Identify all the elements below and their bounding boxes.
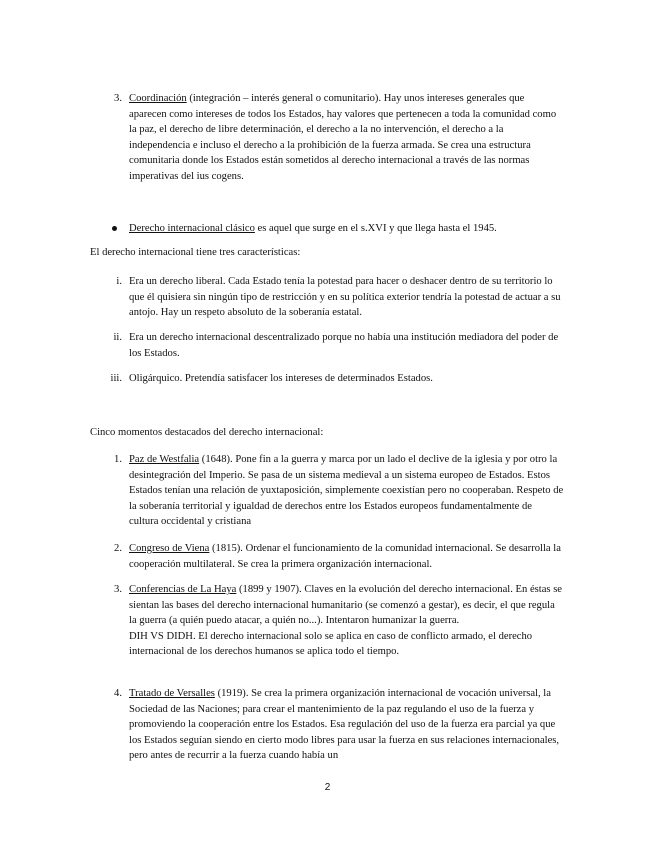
characteristic-item: Era un derecho internacional descentralizado porque no había una institución mediadora del poder de los Estados. [129,332,559,359]
list-marker: iii. [110,373,122,384]
list-item-text: (integración – interés general o comunitario). Hay unos intereses generales que aparecen como intereses de todos los Estados, hay valores que pertenecen a toda la comunidad como la paz, el derecho de libre determinación, el derecho a la no intervención, el derecho a la independencia e incluso el derecho a la prohibición de la fuerza armada. Se crea una estructura comunitaria donde los Estados están sometidos al derecho internacional a través de las normas imperativas del ius cogens. [129,93,557,182]
bullet-item-derecho-clasico [129,221,564,237]
list-marker: 3. [114,584,122,595]
moment-text: (1815). Ordenar el funcionamiento de la comunidad internacional. Se desarrolla la cooperación multilateral. Se crea la primera organización internacional. [129,543,561,570]
list-item-coordinacion [129,91,564,185]
moment-text: (1919). Se crea la primera organización internacional de vocación universal, la Sociedad de las Naciones; para crear el mantenimiento de la paz regulando el uso de la fuerza y promoviendo la cooperación entre los Estados. Esa regulación del uso de la fuerza era parcial ya que los Estados seguían siendo en cierto modo libres para usar la fuerza en sus relaciones internacionales, pero antes de recurrir a la fuerza cuando había un [129,688,560,762]
characteristic-item: Era un derecho liberal. Cada Estado tenía la potestad para hacer o deshacer dentro de su territorio lo que él quisiera sin ningún tipo de restricción y en su política exterior tendría la potestad de actuar a su antojo. Hay un respeto absoluto de la soberanía estatal. [129,276,561,319]
moment-title: Paz de Westfalia [129,454,200,465]
list-marker: 4. [114,688,122,699]
bullet-item-text: es aquel que surge en el s.XVI y que llega hasta el 1945. [254,223,497,234]
list-marker: 3. [114,93,122,104]
characteristics-intro: El derecho internacional tiene tres características: [90,247,301,258]
moment-title: Congreso de Viena [129,543,210,554]
moment-text: (1648). Pone fin a la guerra y marca por un lado el declive de la iglesia y por otro la desintegración del Imperio. Se pasa de un sistema medieval a un sistema europeo de Estados. Estos Estados tenían una relación de yuxtaposición, simplemente coexistían pero no cooperaban. Respeto de la soberanía territorial y igualdad de derechos entre los Estados europeos fundamentalmente de cultura occidental y cristiana [129,454,564,528]
moment-item-la-haya [129,582,564,660]
moment-title: Conferencias de La Haya [129,584,237,595]
list-marker: 1. [114,454,122,465]
bullet-dot [112,226,117,231]
moment-item-versalles [129,686,569,764]
moment-title: Tratado de Versalles [129,688,215,699]
list-marker: ii. [113,332,122,343]
bullet-item-title: Derecho internacional clásico [129,223,255,234]
list-marker: 2. [114,543,122,554]
moment-text: (1899 y 1907). Claves en la evolución del derecho internacional. En éstas se sientan las bases del derecho internacional humanitario (se comenzó a gestar), es decir, el que regula la guerra (a quién puedo atacar, a quién no...). Intentaron humanizar la guerra. [129,584,563,627]
moments-intro: Cinco momentos destacados del derecho internacional: [90,427,324,438]
moment-item-viena [129,541,564,572]
list-item-title: Coordinación [129,93,187,104]
moment-item-westfalia [129,452,564,530]
characteristic-item: Oligárquico. Pretendía satisfacer los intereses de determinados Estados. [129,373,433,384]
moment-extra-text: DIH VS DIDH. El derecho internacional solo se aplica en caso de conflicto armado, el derecho internacional de los derechos humanos se aplica todo el tiempo. [129,630,533,658]
page-number: 2 [324,782,331,793]
list-marker: i. [116,276,122,287]
